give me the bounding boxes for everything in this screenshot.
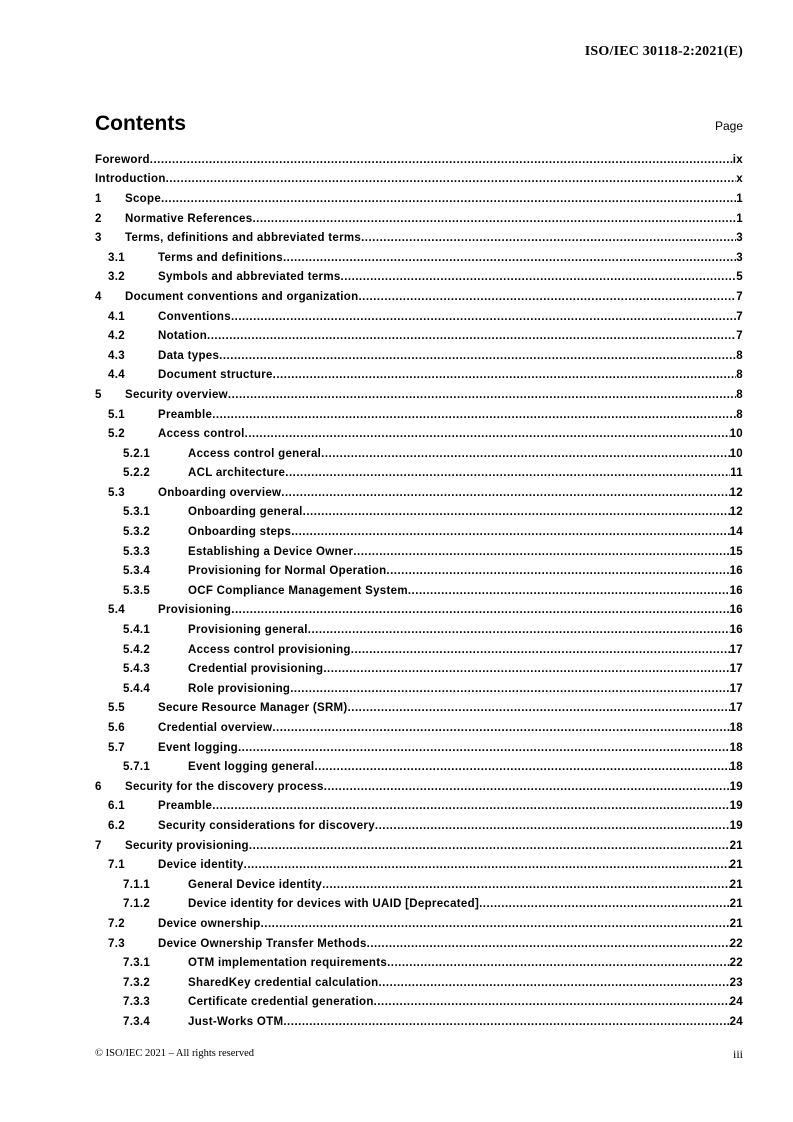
dot-leader — [283, 1015, 729, 1029]
toc-entry-page: 18 — [729, 741, 743, 754]
toc-entry-page: 16 — [729, 624, 743, 637]
toc-entry-title: Onboarding overview — [158, 486, 282, 499]
toc-entry-page: 19 — [729, 819, 743, 832]
toc-entry-page: 8 — [736, 388, 743, 401]
toc-entry-number: 5.4.3 — [123, 663, 151, 676]
toc-entry-number: 7.1.2 — [123, 898, 151, 911]
toc-entry[interactable] — [95, 150, 743, 170]
toc-entry-title: Role provisioning — [188, 682, 291, 695]
toc-entry[interactable] — [95, 1012, 743, 1032]
toc-entry[interactable] — [95, 385, 743, 405]
toc-entry[interactable] — [95, 366, 743, 386]
toc-entry-title: Terms, definitions and abbreviated terms — [125, 232, 362, 245]
toc-entry-title: OCF Compliance Management System — [188, 584, 408, 597]
toc-entry-number: 5.1 — [108, 408, 125, 421]
toc-entry-number: 5.2 — [108, 428, 125, 441]
dot-leader — [353, 545, 729, 559]
toc-entry-title: Preamble — [158, 800, 213, 813]
toc-entry-title: Establishing a Device Owner — [188, 545, 354, 558]
toc-entry-page: 1 — [736, 192, 743, 205]
toc-entry-title: Certificate credential generation — [188, 996, 374, 1009]
toc-entry-title: Terms and definitions — [158, 251, 283, 264]
toc-entry-number: 5.4.2 — [123, 643, 151, 656]
toc-entry-number: 5.4.1 — [123, 624, 151, 637]
toc-entry-number: 7.1.1 — [123, 878, 151, 891]
toc-entry-number: 5.7 — [108, 741, 125, 754]
toc-entry-title: Normative References — [125, 212, 253, 225]
toc-entry[interactable] — [95, 620, 743, 640]
toc-entry-page: 10 — [729, 428, 743, 441]
toc-entry-number: 5.4.4 — [123, 682, 151, 695]
toc-entry-page: 8 — [736, 369, 743, 382]
toc-entry[interactable] — [95, 993, 743, 1013]
toc-entry-page: 19 — [729, 780, 743, 793]
dot-leader — [212, 799, 729, 813]
dot-leader — [283, 251, 736, 265]
toc-entry-number: 5.4 — [108, 604, 125, 617]
toc-entry-number: 5.5 — [108, 702, 125, 715]
toc-entry[interactable] — [95, 424, 743, 444]
dot-leader — [231, 603, 729, 617]
toc-entry-number: 5.3.3 — [123, 545, 151, 558]
dot-leader — [238, 741, 730, 755]
toc-entry-number: 6 — [95, 780, 102, 793]
toc-entry-number: 7.3 — [108, 937, 125, 950]
dot-leader — [231, 310, 736, 324]
dot-leader — [378, 976, 729, 990]
toc-entry-title: Symbols and abbreviated terms — [158, 271, 341, 284]
dot-leader — [207, 329, 736, 343]
toc-entry-page: 7 — [736, 330, 743, 343]
toc-entry-title: Security for the discovery process — [125, 780, 324, 793]
toc-entry-page: 22 — [729, 937, 743, 950]
dot-leader — [212, 408, 736, 422]
toc-entry-title: Credential provisioning — [188, 663, 324, 676]
dot-leader — [290, 682, 729, 696]
toc-entry[interactable] — [95, 875, 743, 895]
dot-leader — [303, 505, 730, 519]
dot-leader — [387, 956, 730, 970]
toc-entry-title: Credential overview — [158, 722, 273, 735]
toc-entry-title: SharedKey credential calculation — [188, 976, 379, 989]
toc-entry-title: Provisioning — [158, 604, 232, 617]
toc-entry-number: 5.3.5 — [123, 584, 151, 597]
toc-entry-title: Scope — [125, 192, 162, 205]
toc-entry-page: 7 — [736, 310, 743, 323]
dot-leader — [321, 447, 729, 461]
dot-leader — [285, 466, 730, 480]
toc-entry-page: 1 — [736, 212, 743, 225]
dot-leader — [358, 290, 736, 304]
dot-leader — [244, 858, 730, 872]
toc-entry[interactable] — [95, 346, 743, 366]
toc-entry-page: 22 — [729, 957, 743, 970]
toc-entry-title: Event logging general — [188, 761, 315, 774]
dot-leader — [314, 760, 729, 774]
toc-entry-page: 3 — [736, 232, 743, 245]
toc-entry-title: ACL architecture — [188, 467, 286, 480]
toc-entry[interactable] — [95, 659, 743, 679]
toc-entry[interactable] — [95, 816, 743, 836]
toc-entry-number: 5.2.2 — [123, 467, 151, 480]
toc-entry[interactable] — [95, 189, 743, 209]
toc-entry[interactable] — [95, 248, 743, 268]
toc-entry-number: 5.7.1 — [123, 761, 151, 774]
toc-entry-number: 7 — [95, 839, 102, 852]
dot-leader — [323, 662, 729, 676]
table-of-contents — [95, 150, 743, 1032]
toc-entry-title: Device Ownership Transfer Methods — [158, 937, 367, 950]
dot-leader — [367, 937, 730, 951]
toc-entry-page: 19 — [729, 800, 743, 813]
dot-leader — [273, 368, 737, 382]
toc-entry-title: Provisioning for Normal Operation — [188, 565, 387, 578]
dot-leader — [150, 153, 733, 167]
toc-entry-page: 21 — [729, 878, 743, 891]
toc-entry-number: 6.2 — [108, 819, 125, 832]
toc-entry-page: 17 — [729, 663, 743, 676]
toc-entry[interactable] — [95, 777, 743, 797]
copyright-notice: © ISO/IEC 2021 – All rights reserved — [95, 1048, 255, 1059]
toc-entry-page: 16 — [729, 604, 743, 617]
toc-entry[interactable] — [95, 209, 743, 229]
toc-entry[interactable] — [95, 444, 743, 464]
toc-entry-number: 3 — [95, 232, 102, 245]
dot-leader — [219, 349, 736, 363]
toc-entry-title: Notation — [158, 330, 208, 343]
toc-entry-number: 7.3.3 — [123, 996, 151, 1009]
dot-leader — [291, 525, 729, 539]
toc-entry[interactable] — [95, 228, 743, 248]
toc-entry-number: 7.2 — [108, 917, 125, 930]
toc-entry-title: Security considerations for discovery — [158, 819, 375, 832]
toc-entry-page: 18 — [729, 722, 743, 735]
toc-entry-page: 16 — [729, 565, 743, 578]
toc-entry-page: 18 — [729, 761, 743, 774]
toc-entry-title: Access control — [158, 428, 245, 441]
toc-entry[interactable] — [95, 405, 743, 425]
toc-entry-number: 4.4 — [108, 369, 125, 382]
toc-entry[interactable] — [95, 601, 743, 621]
toc-entry[interactable] — [95, 895, 743, 915]
toc-entry-page: 17 — [729, 643, 743, 656]
toc-entry-page: 15 — [729, 545, 743, 558]
toc-entry-page: 14 — [729, 526, 743, 539]
dot-leader — [361, 231, 736, 245]
toc-entry-title: General Device identity — [188, 878, 323, 891]
toc-entry-page: 17 — [729, 682, 743, 695]
dot-leader — [281, 486, 729, 500]
toc-entry-page: 21 — [729, 839, 743, 852]
dot-leader — [324, 780, 730, 794]
dot-leader — [272, 721, 729, 735]
toc-entry-number: 7.1 — [108, 859, 125, 872]
toc-entry-title: Device ownership — [158, 917, 261, 930]
toc-entry-page: 8 — [736, 408, 743, 421]
toc-entry-page: x — [736, 173, 743, 186]
toc-entry-page: 8 — [736, 349, 743, 362]
toc-entry[interactable] — [95, 503, 743, 523]
document-id: ISO/IEC 30118-2:2021(E) — [584, 44, 743, 59]
page-column-label: Page — [714, 119, 743, 133]
toc-entry-title: Onboarding general — [188, 506, 303, 519]
toc-entry-title: Just-Works OTM — [188, 1015, 284, 1028]
toc-entry[interactable] — [95, 699, 743, 719]
toc-entry-title: Preamble — [158, 408, 213, 421]
toc-entry[interactable] — [95, 640, 743, 660]
toc-entry[interactable] — [95, 464, 743, 484]
toc-entry[interactable] — [95, 738, 743, 758]
toc-entry-title: Device identity — [158, 859, 244, 872]
toc-entry-page: 24 — [729, 1015, 743, 1028]
toc-entry[interactable] — [95, 797, 743, 817]
toc-entry-page: 3 — [736, 251, 743, 264]
toc-entry-page: 21 — [729, 898, 743, 911]
toc-entry-page: 12 — [729, 486, 743, 499]
toc-entry-page: 10 — [729, 447, 743, 460]
toc-entry[interactable] — [95, 307, 743, 327]
toc-entry-title: Secure Resource Manager (SRM) — [158, 702, 348, 715]
dot-leader — [408, 584, 730, 598]
toc-entry-title: Access control provisioning — [188, 643, 351, 656]
toc-entry-title: Access control general — [188, 447, 322, 460]
toc-entry-title: Document structure — [158, 369, 273, 382]
toc-entry-page: 21 — [729, 859, 743, 872]
toc-entry[interactable] — [95, 287, 743, 307]
toc-entry-title: Introduction — [95, 173, 166, 186]
toc-entry-number: 7.3.1 — [123, 957, 151, 970]
toc-entry[interactable] — [95, 326, 743, 346]
toc-entry[interactable] — [95, 934, 743, 954]
toc-entry-number: 5.3 — [108, 486, 125, 499]
toc-entry-number: 5.3.2 — [123, 526, 151, 539]
dot-leader — [261, 917, 730, 931]
toc-entry-number: 1 — [95, 192, 102, 205]
page-number: iii — [732, 1047, 743, 1061]
dot-leader — [351, 643, 730, 657]
toc-entry-title: Event logging — [158, 741, 238, 754]
toc-entry[interactable] — [95, 542, 743, 562]
toc-entry-page: 16 — [729, 584, 743, 597]
toc-entry[interactable] — [95, 973, 743, 993]
dot-leader — [341, 270, 737, 284]
toc-entry-page: 24 — [729, 996, 743, 1009]
toc-entry[interactable] — [95, 561, 743, 581]
toc-entry-number: 6.1 — [108, 800, 125, 813]
page-title: Contents — [95, 112, 186, 135]
toc-entry[interactable] — [95, 836, 743, 856]
toc-entry-number: 7.3.4 — [123, 1015, 151, 1028]
toc-entry-number: 5.3.1 — [123, 506, 151, 519]
toc-entry[interactable] — [95, 953, 743, 973]
toc-entry-number: 7.3.2 — [123, 976, 151, 989]
dot-leader — [375, 819, 730, 833]
dot-leader — [348, 701, 730, 715]
toc-entry-number: 4.1 — [108, 310, 125, 323]
toc-entry-title: Security overview — [125, 388, 228, 401]
toc-entry-page: 11 — [730, 467, 743, 480]
toc-entry[interactable] — [95, 483, 743, 503]
toc-entry-title: Onboarding steps — [188, 526, 292, 539]
dot-leader — [252, 212, 736, 226]
toc-entry-title: Provisioning general — [188, 624, 308, 637]
toc-entry[interactable] — [95, 914, 743, 934]
dot-leader — [166, 172, 737, 186]
toc-entry-number: 3.2 — [108, 271, 125, 284]
toc-entry-page: 12 — [729, 506, 743, 519]
dot-leader — [374, 995, 730, 1009]
dot-leader — [161, 192, 736, 206]
toc-entry[interactable] — [95, 718, 743, 738]
toc-entry-page: 7 — [736, 290, 743, 303]
toc-entry-number: 5.6 — [108, 722, 125, 735]
dot-leader — [249, 839, 730, 853]
toc-entry-number: 2 — [95, 212, 102, 225]
toc-entry-title: Data types — [158, 349, 220, 362]
toc-entry[interactable] — [95, 170, 743, 190]
toc-entry-title: OTM implementation requirements — [188, 957, 388, 970]
toc-entry-title: Document conventions and organization — [125, 290, 359, 303]
toc-entry-number: 5.2.1 — [123, 447, 151, 460]
toc-entry-title: Foreword — [95, 153, 150, 166]
toc-entry-number: 3.1 — [108, 251, 125, 264]
toc-entry-number: 5.3.4 — [123, 565, 151, 578]
toc-entry[interactable] — [95, 268, 743, 288]
toc-entry-title: Conventions — [158, 310, 231, 323]
toc-entry-page: ix — [732, 153, 743, 166]
dot-leader — [228, 388, 736, 402]
dot-leader — [308, 623, 730, 637]
toc-entry-page: 5 — [736, 271, 743, 284]
toc-entry[interactable] — [95, 855, 743, 875]
toc-entry[interactable] — [95, 522, 743, 542]
dot-leader — [245, 427, 730, 441]
toc-entry[interactable] — [95, 757, 743, 777]
toc-entry-page: 21 — [729, 917, 743, 930]
toc-entry-page: 23 — [729, 976, 743, 989]
dot-leader — [386, 564, 729, 578]
toc-entry[interactable] — [95, 581, 743, 601]
dot-leader — [322, 878, 730, 892]
toc-entry-number: 4 — [95, 290, 102, 303]
toc-entry-title: Security provisioning — [125, 839, 249, 852]
toc-entry-number: 5 — [95, 388, 102, 401]
toc-entry-title: Device identity for devices with UAID [Deprecated] — [188, 898, 480, 911]
toc-entry[interactable] — [95, 679, 743, 699]
toc-entry-number: 4.3 — [108, 349, 125, 362]
dot-leader — [479, 897, 730, 911]
toc-entry-number: 4.2 — [108, 330, 125, 343]
toc-entry-page: 17 — [729, 702, 743, 715]
